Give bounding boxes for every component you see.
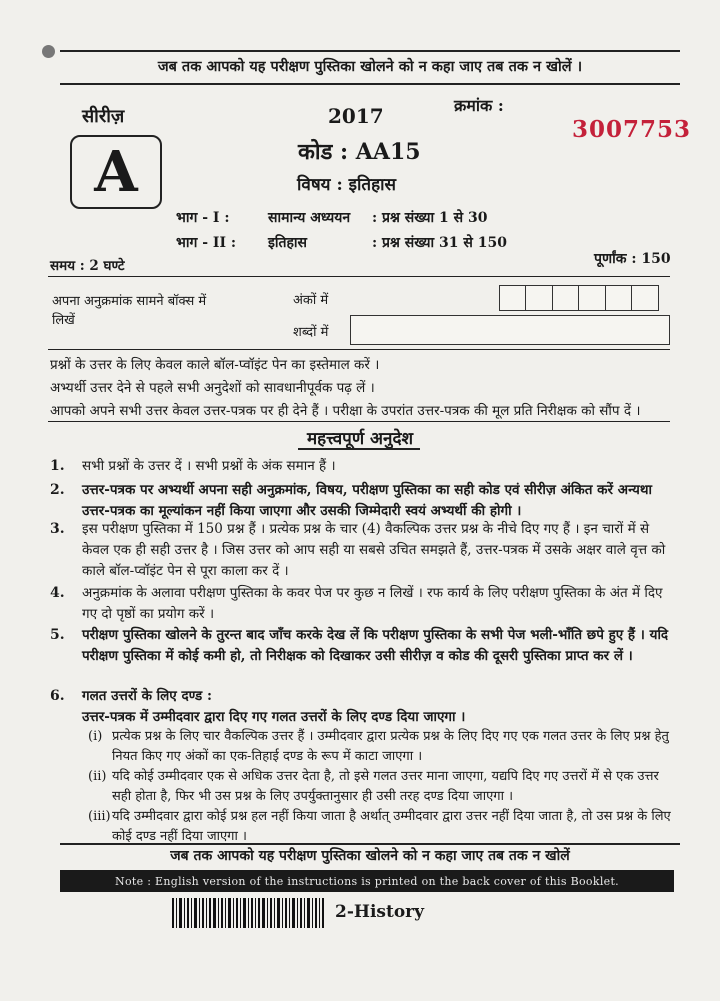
intro-line-3: आपको अपने सभी उत्तर केवल उत्तर-पत्रक पर ही देने हैं । परीक्षा के उपरांत उत्तर-पत्रक की मूल प्रति निरीक्षक को सौंप दें । [50,403,641,419]
series-letter: A [94,139,138,205]
roll-digit-box[interactable] [631,285,659,311]
serial-label: क्रमांक : [454,96,504,115]
part-2-name: इतिहास [268,235,308,251]
time-allowed: समय : 2 घण्टे [50,258,125,274]
roll-digit-box[interactable] [605,285,633,311]
english-note-bar [60,870,674,892]
series-letter-box [70,135,162,209]
top-warning-underline [60,83,680,85]
instruction-number: 6. [50,688,65,704]
serial-number: 3007753 [572,116,692,143]
penalty-text: प्रत्येक प्रश्न के लिए चार वैकल्पिक उत्तर हैं । उम्मीदवार द्वारा प्रत्येक प्रश्न के लिए दिए गए एक गलत उत्तर के लिए प्रश्न हेतु नियत किए गए अंकों का एक-तिहाई दण्ड के रूप में काटा जाएगा । [112,729,669,764]
instruction-number: 5. [50,627,65,643]
roll-digit-boxes[interactable] [500,285,659,311]
intro-line-2: अभ्यर्थी उत्तर देने से पहले सभी अनुदेशों को सावधानीपूर्वक पढ़ लें । [50,380,375,396]
barcode [172,898,324,928]
instruction-text: गलत उत्तरों के लिए दण्ड : [82,688,212,704]
penalty-number: (iii) [88,809,111,824]
punch-hole [42,45,55,58]
penalty-number: (ii) [88,769,107,784]
instructions-heading: महत्त्वपूर्ण अनुदेश [306,429,414,449]
penalty-heading: उत्तर-पत्रक में उम्मीदवार द्वारा दिए गए गलत उत्तरों के लिए दण्ड दिया जाएगा । [82,709,466,725]
booklet-code: कोड : AA15 [298,139,421,165]
part-1-label: भाग - I : [176,210,230,226]
roll-words-box[interactable] [350,315,670,345]
roll-section-top-rule [48,276,670,277]
instruction-text: सभी प्रश्नों के उत्तर दें । सभी प्रश्नों के अंक समान हैं । [82,458,336,474]
series-label: सीरीज़ [82,106,125,127]
max-marks: पूर्णांक : 150 [594,251,671,267]
part-1-range: : प्रश्न संख्या 1 से 30 [372,210,488,226]
roll-digits-label: अंकों में [293,293,329,308]
intro-line-1: प्रश्नों के उत्तर के लिए केवल काले बॉल-प्वॉइंट पेन का इस्तेमाल करें । [50,357,380,373]
booklet-subject-code: 2-History [335,902,425,922]
roll-words-label: शब्दों में [293,325,329,340]
instruction-number: 3. [50,521,65,537]
exam-year: 2017 [328,104,384,128]
part-1-name: सामान्य अध्ययन [268,210,351,226]
instruction-number: 4. [50,585,65,601]
penalty-number: (i) [88,729,103,744]
bottom-rule [60,843,680,845]
top-rule [60,50,680,52]
instruction-number: 1. [50,458,65,474]
part-2-label: भाग - II : [176,235,237,251]
penalty-text: यदि उम्मीदवार द्वारा कोई प्रश्न हल नहीं किया जाता है अर्थात् उम्मीदवार द्वारा उत्तर नहीं दिया जाता है, तो उस प्रश्न के लिए कोई दण्ड नहीं दिया जाएगा । [112,809,671,844]
english-note: Note : English version of the instructions is printed on the back cover of this Booklet. [115,874,619,888]
intro-bottom-rule [48,421,670,422]
roll-number-instruction: अपना अनुक्रमांक सामने बॉक्स में लिखें [52,294,207,328]
instruction-text: परीक्षण पुस्तिका खोलने के तुरन्त बाद जाँच करके देख लें कि परीक्षण पुस्तिका के सभी पेज भली-भाँति छपे हुए हैं । यदि परीक्षण पुस्तिका में कोई कमी हो, तो निरीक्षक को दिखाकर उसी सीरीज़ व कोड की दूसरी पुस्तिका प्राप्त कर लें । [82,627,669,664]
instruction-text: अनुक्रमांक के अलावा परीक्षण पुस्तिका के कवर पेज पर कुछ न लिखें । रफ कार्य के लिए परीक्षण पुस्तिका के अंत में दिए गए दो पृष्ठों का प्रयोग करें । [82,585,663,622]
heading-underline [298,448,420,450]
instruction-number: 2. [50,482,65,498]
roll-section-bottom-rule [48,349,670,350]
part-2-range: : प्रश्न संख्या 31 से 150 [372,235,507,251]
subject-title: विषय : इतिहास [297,175,397,195]
instruction-text: उत्तर-पत्रक पर अभ्यर्थी अपना सही अनुक्रमांक, विषय, परीक्षण पुस्तिका का सही कोड एवं सीरीज़ अंकित करें अन्यथा उत्तर-पत्रक का मूल्यांकन नहीं किया जाएगा और उसकी जिम्मेदारी स्वयं अभ्यर्थी की होगी । [82,482,653,519]
roll-digit-box[interactable] [578,285,606,311]
penalty-text: यदि कोई उम्मीदवार एक से अधिक उत्तर देता है, तो इसे गलत उत्तर माना जाएगा, यद्यपि दिए गए उत्तरों में से एक उत्तर सही होता है, फिर भी उस प्रश्न के लिए उपर्युक्तानुसार ही उसी तरह दण्ड दिया जाएगा । [112,769,659,804]
instruction-text: इस परीक्षण पुस्तिका में 150 प्रश्न हैं । प्रत्येक प्रश्न के चार (4) वैकल्पिक उत्तर प्रश्न के नीचे दिए गए हैं । इन चारों में से केवल एक ही सही उत्तर है । जिस उत्तर को आप सही या सबसे उचित समझते हैं, उत्तर-पत्रक में उसके अक्षर वाले वृत्त को काले बॉल-प्वॉइंट पेन से पूरा काला कर दें । [82,521,666,579]
roll-digit-box[interactable] [552,285,580,311]
roll-digit-box[interactable] [499,285,527,311]
bottom-warning: जब तक आपको यह परीक्षण पुस्तिका खोलने को न कहा जाए तब तक न खोलें [170,848,570,864]
top-warning: जब तक आपको यह परीक्षण पुस्तिका खोलने को न कहा जाए तब तक न खोलें । [157,58,583,75]
roll-digit-box[interactable] [525,285,553,311]
